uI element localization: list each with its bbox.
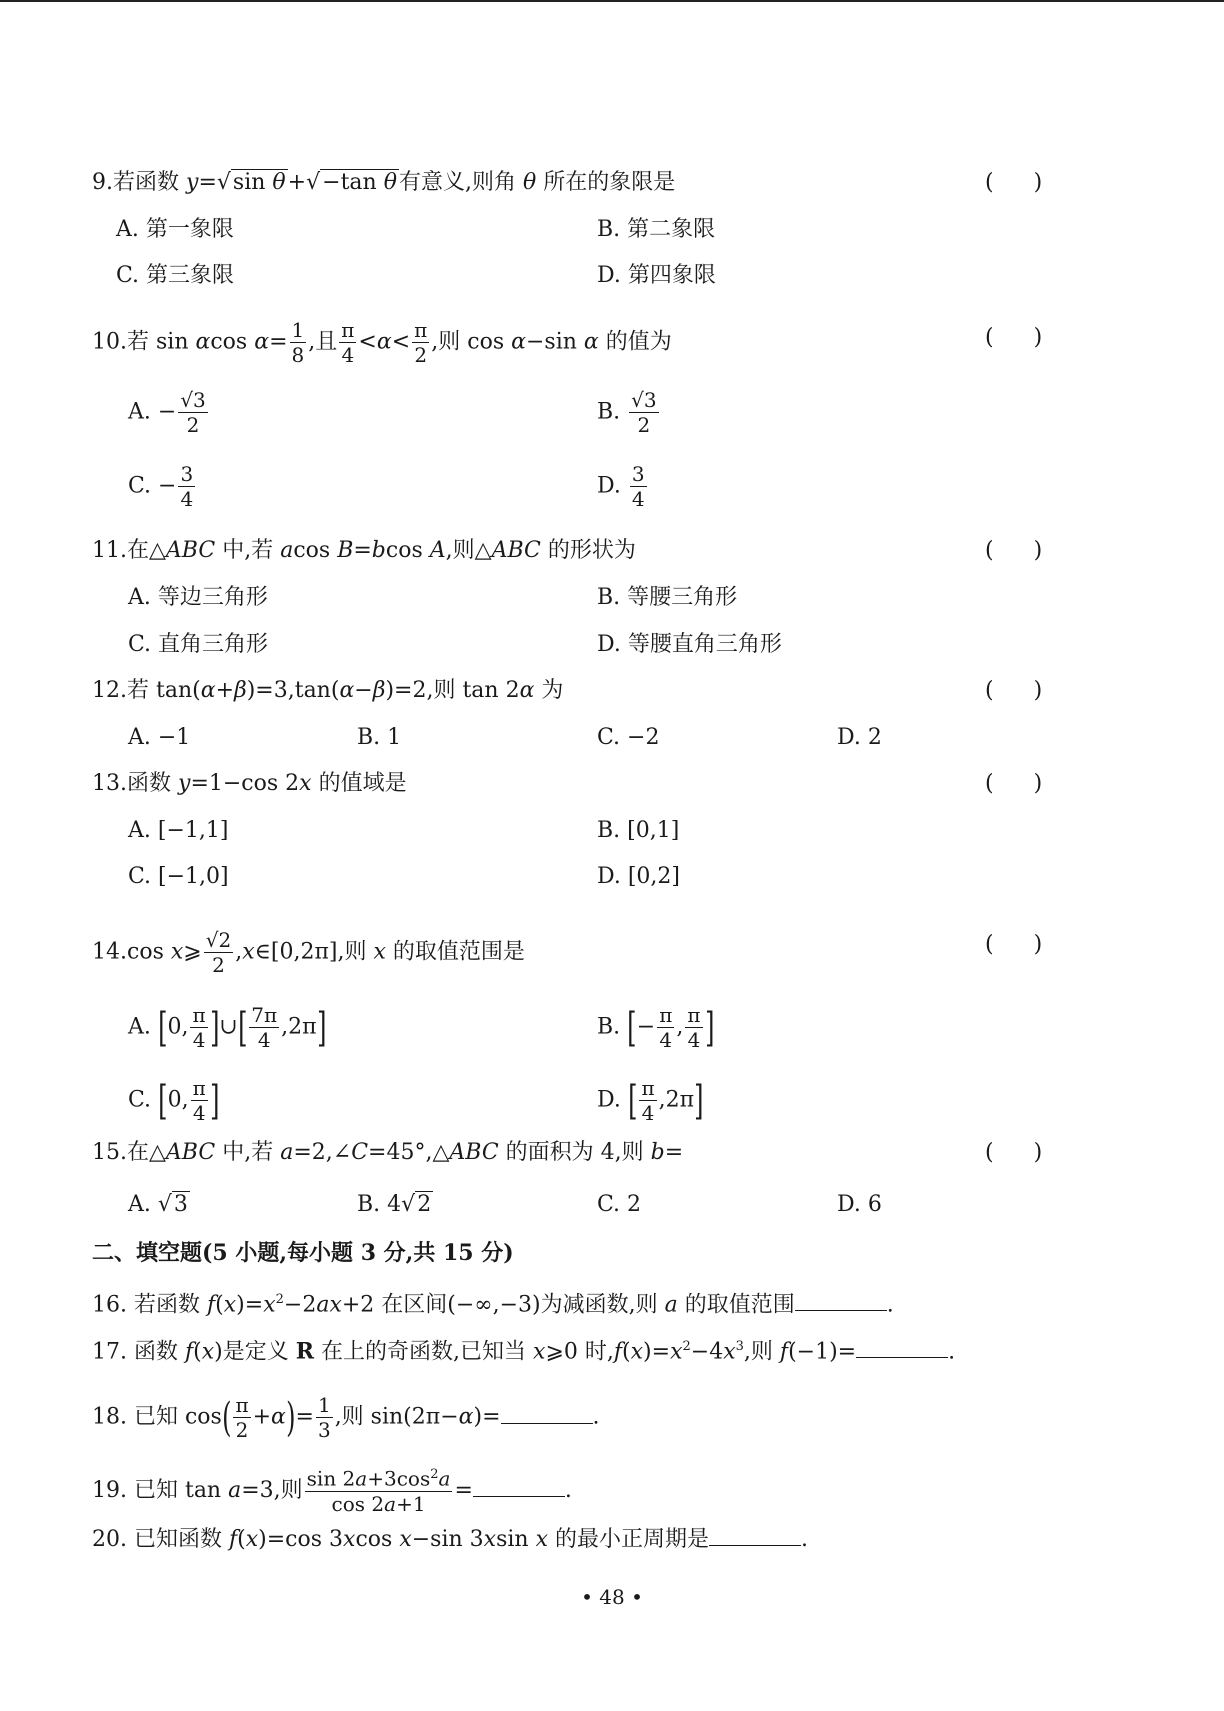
q14-option-c: C. [0, $\frac{\pi}{4}$ ]: [128, 1076, 220, 1125]
question-11-stem: 11.在△ABC 中,若 acos B=bcos A,则△ABC 的形状为: [92, 538, 636, 563]
q15-option-d: D. 6: [837, 1192, 882, 1217]
q12-option-a: A. −1: [128, 725, 191, 750]
page-number: • 48 •: [581, 1585, 643, 1609]
q9-option-b: B. 第二象限: [597, 217, 716, 242]
q12-option-b: B. 1: [357, 725, 402, 750]
q9-option-a: A. 第一象限: [116, 217, 234, 242]
q9-option-d: D. 第四象限: [597, 263, 716, 288]
answer-paren-9: ( ): [985, 170, 1043, 195]
q13-option-b: B. [0,1]: [597, 818, 680, 843]
answer-paren-14: ( ): [985, 932, 1043, 957]
answer-paren-10: ( ): [985, 325, 1043, 350]
question-15-stem: 15.在△ABC 中,若 a=2,∠C=45°,△ABC 的面积为 4,则 b=: [92, 1140, 684, 1165]
question-18: 18. 已知 cos( $\frac{\pi}{2}$ +α)= $\frac{1}{3}$ ,则 sin(2π−α)= .: [92, 1393, 600, 1442]
answer-paren-13: ( ): [985, 771, 1043, 796]
q13-option-d: D. [0,2]: [597, 864, 680, 889]
q15-option-b: B. 4√2: [357, 1192, 432, 1217]
q11-option-a: A. 等边三角形: [128, 585, 268, 610]
question-17: 17. 函数 f(x)是定义 R 在上的奇函数,已知当 x⩾0 时$,f(x)=x^2-4x^3$,则 f(−1)= .: [92, 1338, 956, 1365]
answer-paren-15: ( ): [985, 1140, 1043, 1165]
top-border: [0, 0, 1224, 2]
question-16: 16. 若函数 $f(x)=x^2-2ax+2$ 在区间(−∞,−3)为减函数,则 a 的取值范围 .: [92, 1292, 894, 1318]
q10-option-c: C. − $\frac{3}{4}$: [128, 462, 194, 511]
q15-option-c: C. 2: [597, 1192, 642, 1217]
q14-option-b: B. [− $\frac{\pi}{4}$ , $\frac{\pi}{4}$ ]: [597, 1003, 715, 1052]
question-14-stem: 14.cos x⩾ $\frac{√2}{2}$ ,x∈[0,2π],则 x 的取值范围是: [92, 928, 525, 977]
question-9-stem: 9.若函数 y=√sin θ+√−tan θ有意义,则角 θ 所在的象限是: [92, 170, 676, 195]
q11-option-c: C. 直角三角形: [128, 632, 269, 657]
q13-option-c: C. [−1,0]: [128, 864, 229, 889]
q12-option-d: D. 2: [837, 725, 882, 750]
q10-option-d: D. $\frac{3}{4}$: [597, 462, 645, 511]
q11-option-d: D. 等腰直角三角形: [597, 632, 782, 657]
section-heading: 二、填空题(5 小题,每小题 3 分,共 15 分): [92, 1240, 514, 1266]
answer-paren-12: ( ): [985, 678, 1043, 703]
q9-option-c: C. 第三象限: [116, 263, 235, 288]
question-20: 20. 已知函数 f(x)=cos 3xcos x−sin 3xsin x 的最小正周期是 .: [92, 1527, 808, 1552]
q13-option-a: A. [−1,1]: [128, 818, 229, 843]
question-10-stem: 10.若 sin αcos α= $\frac{1}{8}$ ,且 $\frac{\pi}{4}$ <α< $\frac{\pi}{2}$ ,则 cos α−sin α 的值为: [92, 318, 672, 367]
q15-option-a: A. √3: [128, 1192, 188, 1217]
q10-option-b: B. $\frac{√3}{2}$: [597, 388, 657, 437]
q11-option-b: B. 等腰三角形: [597, 585, 738, 610]
q14-option-d: D. [ $\frac{\pi}{4}$ ,2π]: [597, 1076, 704, 1125]
question-13-stem: 13.函数 y=1−cos 2x 的值域是: [92, 771, 407, 796]
question-12-stem: 12.若 tan(α+β)=3,tan(α−β)=2,则 tan 2α 为: [92, 678, 564, 703]
q12-option-c: C. −2: [597, 725, 660, 750]
q10-option-a: A. − $\frac{√3}{2}$: [128, 388, 206, 437]
question-19: 19. 已知 tan a=3,则 $\frac{\sin 2a+3\cos^2a}{\cos 2a+1}$ = .: [92, 1466, 572, 1516]
answer-paren-11: ( ): [985, 538, 1043, 563]
q14-option-a: A. [0, $\frac{\pi}{4}$ ]∪[ $\frac{7\pi}{4}$ ,2π]: [128, 1003, 327, 1052]
